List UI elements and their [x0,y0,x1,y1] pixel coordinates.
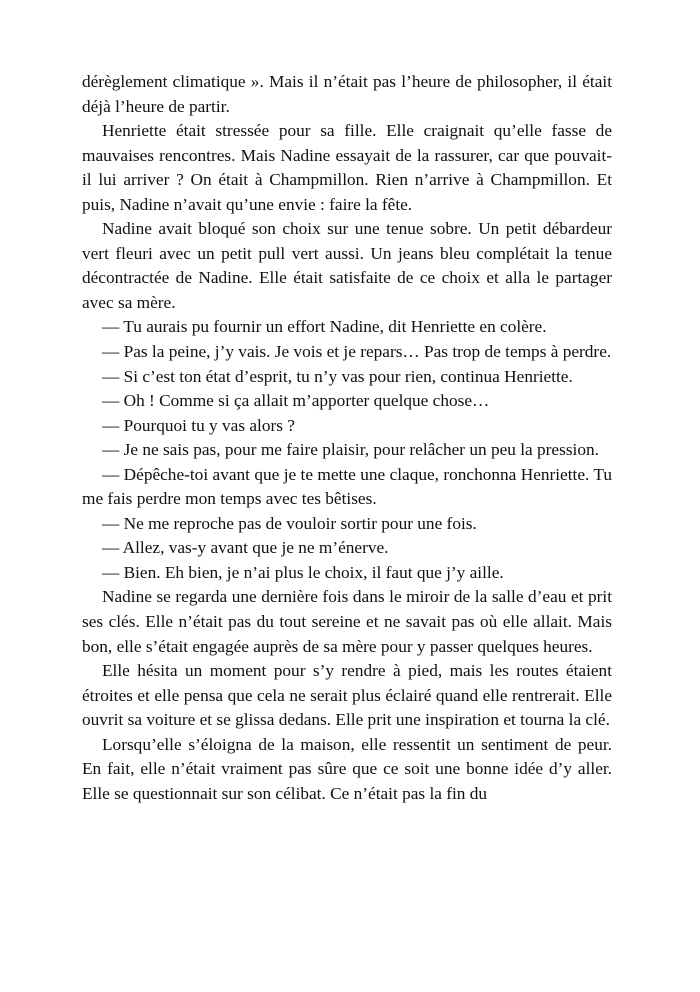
dialogue-line: — Ne me reproche pas de vouloir sortir pour une fois. [102,513,477,533]
dialogue-line: — Oh ! Comme si ça allait m’apporter quelque chose… [102,391,490,411]
dialogue-line: — Tu aurais pu fournir un effort Nadine, dit Henriette en colère. [102,317,547,337]
dialogue-line: — Si c’est ton état d’esprit, tu n’y vas pour rien, continua Henriette. [102,366,573,386]
paragraph: Elle hésita un moment pour s’y rendre à pied, mais les routes étaient étroites et elle pensa que cela ne serait plus éclairé quand elle rentrerait. Elle ouvrit sa voiture et se glissa dedans. Elle prit une inspiration et tourna la clé. [82,661,612,730]
dialogue-line: — Pas la peine, j’y vais. Je vois et je repars… Pas trop de temps à perdre. [102,342,612,362]
paragraph: Henriette était stressée pour sa fille. Elle craignait qu’elle fasse de mauvaises rencontres. Mais Nadine essayait de la rassurer, car que pouvait-il lui arriver ? On était à Champmillon. Rien n’arrive à Champmillon. Et puis, Nadine n’avait qu’une envie : faire la fête. [82,121,612,214]
book-page-text [82,70,612,806]
dialogue-line: — Pourquoi tu y vas alors ? [102,415,295,435]
dialogue-line: — Bien. Eh bien, je n’ai plus le choix, il faut que j’y aille. [102,562,504,582]
dialogue-line: — Allez, vas-y avant que je ne m’énerve. [102,538,389,558]
paragraph: dérèglement climatique ». Mais il n’était pas l’heure de philosopher, il était déjà l’heure de partir. [82,72,612,116]
paragraph: Lorsqu’elle s’éloigna de la maison, elle ressentit un sentiment de peur. En fait, elle n’était vraiment pas sûre que ce soit une bonne idée d’y aller. Elle se questionnait sur son célibat. Ce n’était pas la fin du [82,734,612,803]
dialogue-line: — Dépêche-toi avant que je te mette une claque, ronchonna Henriette. Tu me fais perdre mon temps avec tes bêtises. [82,464,612,509]
dialogue-line: — Je ne sais pas, pour me faire plaisir, pour relâcher un peu la pression. [102,440,599,460]
paragraph: Nadine avait bloqué son choix sur une tenue sobre. Un petit débardeur vert fleuri avec un petit pull vert aussi. Un jeans bleu complétait la tenue décontractée de Nadine. Elle était satisfaite de ce choix et alla le partager avec sa mère. [82,219,612,312]
paragraph: Nadine se regarda une dernière fois dans le miroir de la salle d’eau et prit ses clés. Elle n’était pas du tout sereine et ne savait pas où elle allait. Mais bon, elle s’était engagée auprès de sa mère pour y passer quelques heures. [82,587,612,656]
